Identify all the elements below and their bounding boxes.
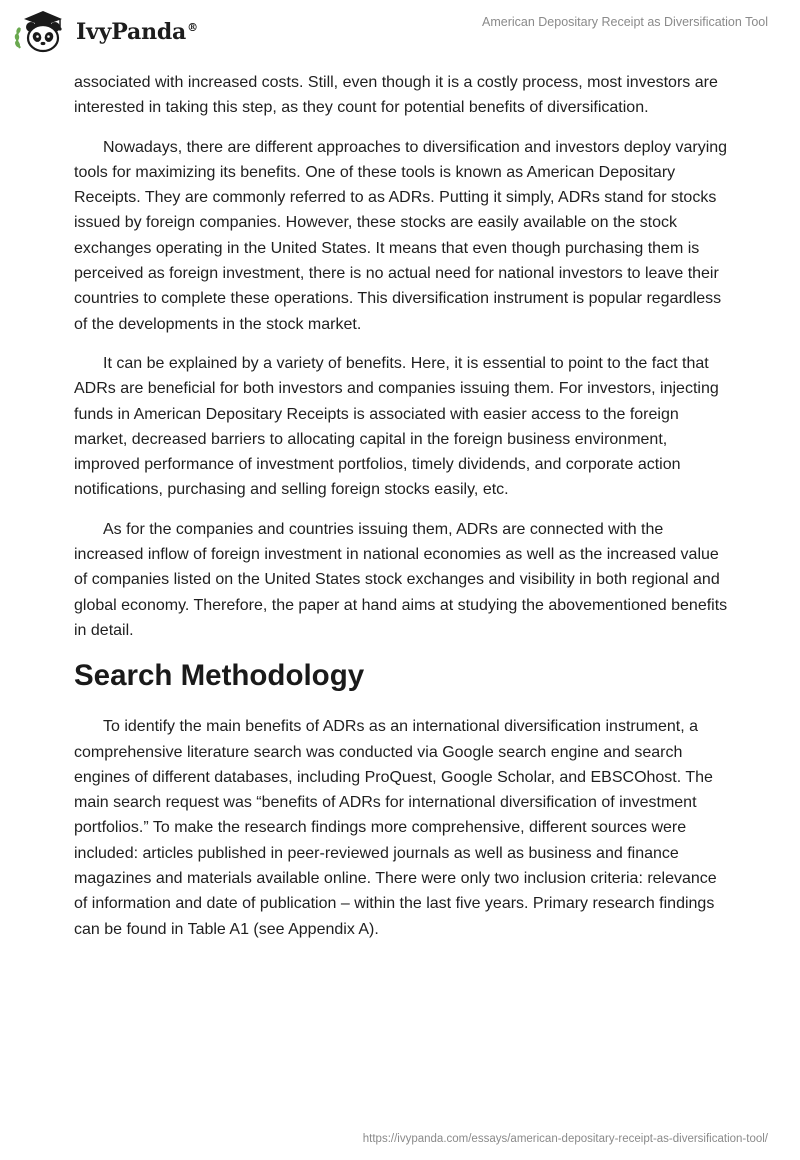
panda-graduation-cap-icon [14, 8, 72, 56]
paragraph: As for the companies and countries issuing them, ADRs are connected with the increased inflow of foreign investment in national economies as well as the increased value of companies listed on the United States stock exchanges and visibility in both regional and global economy. Therefore, the paper at hand aims at studying the abovementioned benefits in detail. [74, 520, 728, 639]
paragraph: Nowadays, there are different approaches to diversification and investors deploy varying tools for maximizing its benefits. One of these tools is known as American Depositary Receipts. They are commonly referred to as ADRs. Putting it simply, ADRs stand for stocks issued by foreign companies. However, these stocks are easily available on the stock exchanges operating in the United States. It means that even though purchasing them is perceived as foreign investment, there is no actual need for national investors to leave their countries to complete these operations. This diversification instrument is popular regardless of the developments in the stock market. [74, 138, 728, 333]
document-title: American Depositary Receipt as Diversification Tool [482, 15, 768, 29]
paragraph: associated with increased costs. Still, even though it is a costly process, most investors are interested in taking this step, as they count for potential benefits of diversification. [74, 74, 718, 117]
source-url[interactable]: https://ivypanda.com/essays/american-depositary-receipt-as-diversification-tool/ [362, 1133, 768, 1145]
brand-name [76, 19, 198, 45]
section-heading: Search Methodology [74, 659, 365, 693]
brand-text: IvyPanda [76, 19, 187, 45]
page-header [0, 0, 800, 64]
ivypanda-logo[interactable] [14, 8, 198, 56]
registered-mark: ® [187, 20, 198, 34]
paragraph: To identify the main benefits of ADRs as an international diversification instrument, a comprehensive literature search was conducted via Google search engine and search engines of different databases, including ProQuest, Google Scholar, and EBSCOhost. The main search request was “benefits of ADRs for international diversification of investment portfolios.” To make the research findings more comprehensive, different sources were included: articles published in peer-reviewed journals as well as business and finance magazines and materials available online. There were only two inclusion criteria: relevance of information and date of publication – within the last five years. Primary research findings can be found in Table A1 (see Appendix A). [74, 718, 717, 938]
paragraph: It can be explained by a variety of benefits. Here, it is essential to point to the fact that ADRs are beneficial for both investors and companies issuing them. For investors, injecting funds in American Depositary Receipts is associated with easier access to the foreign market, decreased barriers to allocating capital in the foreign business environment, improved performance of investment portfolios, timely dividends, and corporate action notifications, purchasing and selling foreign stocks easily, etc. [74, 354, 719, 499]
essay-body [74, 70, 734, 956]
